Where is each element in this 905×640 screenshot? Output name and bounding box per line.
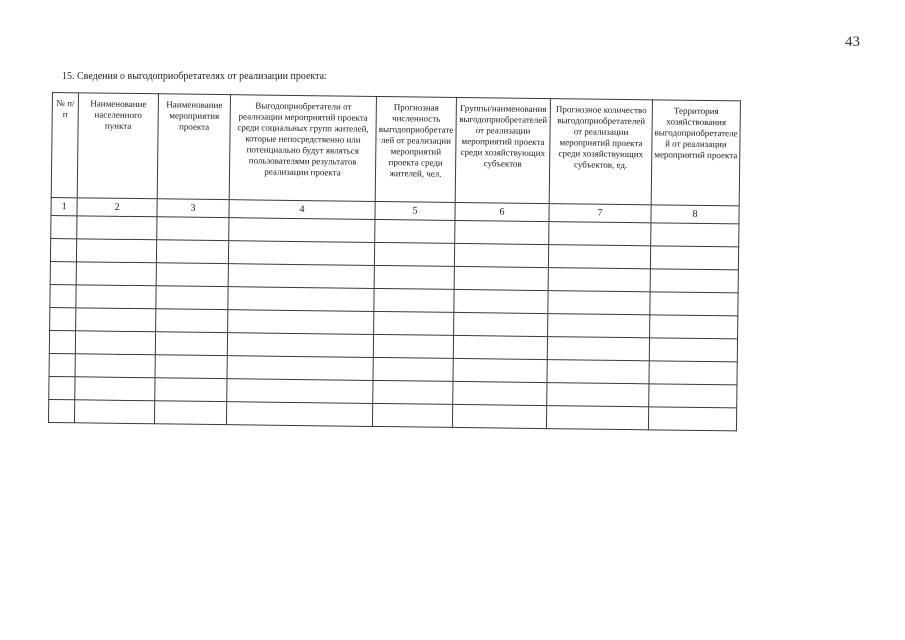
column-number-cell: 3	[157, 199, 229, 218]
table-cell	[546, 406, 648, 430]
table-cell	[374, 265, 454, 289]
table-cell	[227, 379, 373, 404]
table-cell	[155, 355, 227, 379]
beneficiaries-table	[48, 92, 741, 431]
section-title: 15. Сведения о выгодоприобретателях от реализации проекта:	[62, 71, 327, 82]
column-number-cell: 7	[549, 204, 651, 223]
table-cell	[548, 314, 650, 338]
table-cell	[452, 404, 546, 428]
table-cell	[76, 308, 156, 332]
table-cell	[76, 285, 156, 309]
table-cell	[76, 239, 156, 263]
header-cell-residents-count: Прогнозная численность выгодоприобретателей от реализации мероприятий проекта среди жителей, чел.	[375, 96, 456, 202]
header-cell-business-count: Прогнозное количество выгодоприобретателей от реализации мероприятий проекта среди хозяйствующих субъектов, ед.	[549, 99, 652, 205]
table-cell	[374, 242, 454, 266]
table-cell	[547, 360, 649, 384]
header-cell-territory: Территория хозяйствования выгодоприобретателей от реализации мероприятий проекта	[651, 100, 740, 206]
table-cell	[228, 310, 374, 335]
table-cell	[157, 217, 229, 241]
header-cell-event: Наименование мероприятия проекта	[157, 94, 230, 200]
table-cell	[548, 291, 650, 315]
table-cell	[649, 384, 737, 408]
table-cell	[49, 376, 75, 399]
table-cell	[373, 380, 453, 404]
table-cell	[74, 400, 154, 424]
table-cell	[156, 309, 228, 333]
table-cell	[547, 383, 649, 407]
column-number-cell: 6	[455, 202, 549, 221]
table-cell	[374, 311, 454, 335]
table-cell	[648, 407, 736, 431]
header-cell-business-groups: Группы/наименования выгодоприобретателей от реализации мероприятий проекта среди хозяйствующих субъектов	[455, 97, 550, 203]
table-cell	[375, 219, 455, 243]
table-cell	[75, 354, 155, 378]
table-cell	[453, 381, 547, 405]
table-cell	[374, 288, 454, 312]
table-cell	[549, 222, 651, 246]
table-cell	[548, 268, 650, 292]
table-cell	[454, 266, 548, 290]
table-cell	[649, 338, 737, 362]
table-cell	[228, 287, 374, 312]
table-cell	[650, 269, 738, 293]
table-cell	[156, 286, 228, 310]
table-cell	[650, 315, 738, 339]
beneficiaries-table-wrapper	[48, 92, 740, 431]
header-cell-number: № п/п	[51, 93, 78, 198]
table-cell	[227, 356, 373, 381]
table-cell	[49, 353, 75, 376]
table-cell	[51, 215, 77, 238]
table-cell	[228, 264, 374, 289]
column-number-cell: 4	[229, 200, 375, 220]
table-cell	[228, 241, 374, 266]
table-cell	[75, 377, 155, 401]
table-cell	[77, 216, 157, 240]
table-cell	[453, 358, 547, 382]
table-cell	[50, 284, 76, 307]
table-cell	[548, 245, 650, 269]
table-cell	[156, 263, 228, 287]
table-cell	[547, 337, 649, 361]
table-cell	[650, 292, 738, 316]
table-cell	[155, 332, 227, 356]
table-cell	[372, 403, 452, 427]
table-cell	[50, 238, 76, 261]
table-cell	[76, 262, 156, 286]
header-cell-social-beneficiaries: Выгодоприобретатели от реализации мероприятий проекта среди социальных групп жителей, которые непосредственно или потенциально будут являться пользователями результатов реализации проекта	[229, 95, 376, 202]
header-row	[51, 93, 740, 206]
column-number-cell: 8	[651, 205, 739, 224]
column-number-cell: 2	[77, 198, 157, 217]
table-cell	[373, 334, 453, 358]
table-cell	[48, 399, 74, 422]
table-cell	[454, 243, 548, 267]
table-cell	[650, 246, 738, 270]
table-cell	[651, 223, 739, 247]
table-cell	[373, 357, 453, 381]
table-cell	[75, 331, 155, 355]
table-cell	[154, 401, 226, 425]
table-cell	[454, 289, 548, 313]
column-number-cell: 5	[375, 201, 455, 220]
table-cell	[155, 378, 227, 402]
table-cell	[156, 240, 228, 264]
header-cell-settlement: Наименование населенного пункта	[77, 93, 158, 199]
table-cell	[454, 312, 548, 336]
table-cell	[227, 333, 373, 358]
page-number: 43	[845, 34, 860, 50]
table-cell	[50, 261, 76, 284]
table-cell	[226, 402, 372, 427]
table-cell	[229, 218, 375, 243]
table-cell	[50, 307, 76, 330]
table-cell	[49, 330, 75, 353]
column-number-cell: 1	[51, 197, 77, 215]
table-cell	[649, 361, 737, 385]
table-cell	[453, 335, 547, 359]
table-cell	[455, 220, 549, 244]
